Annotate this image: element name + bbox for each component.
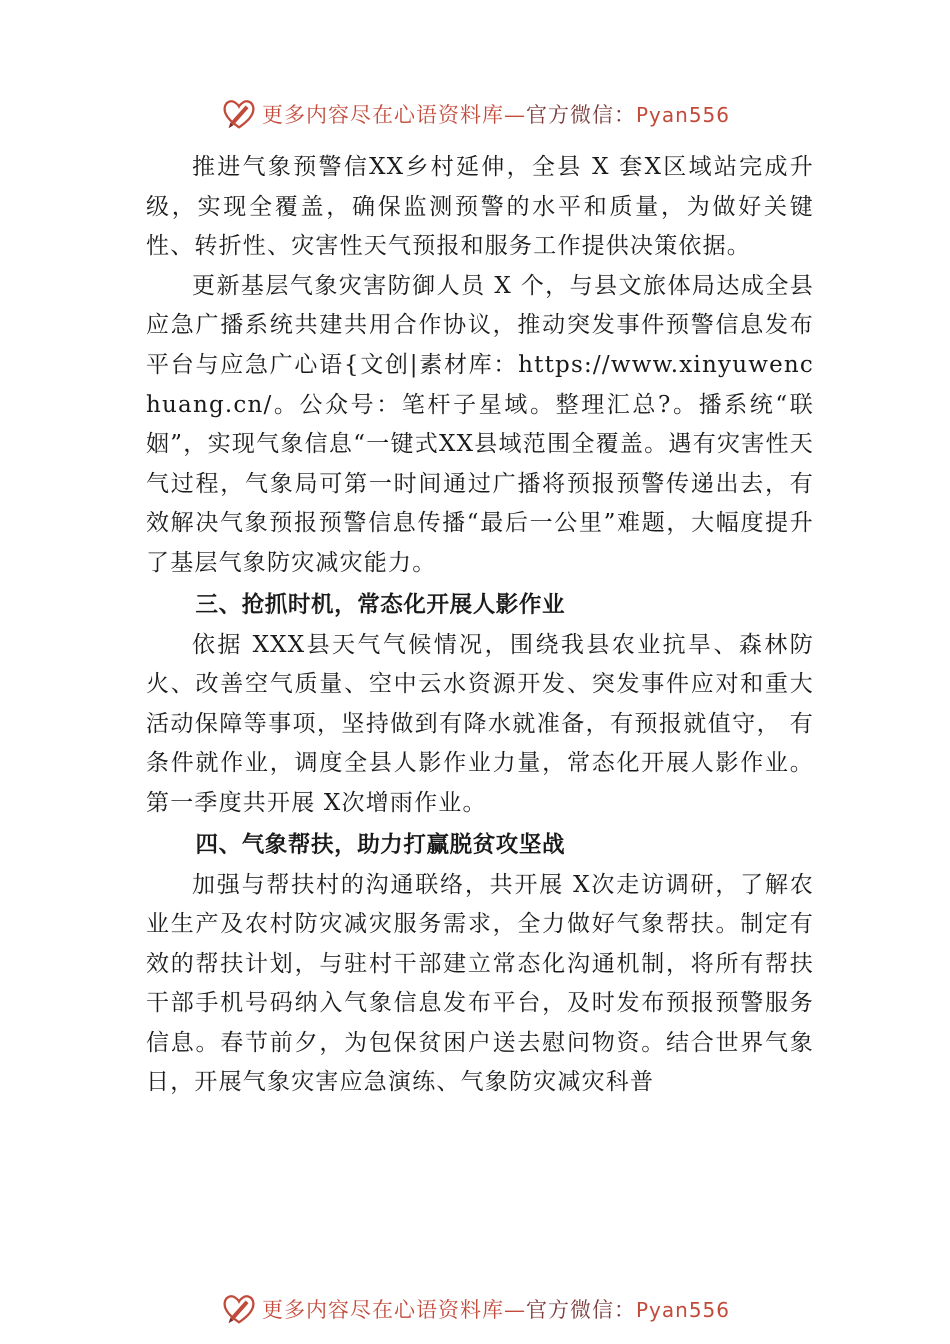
footer-watermark-banner [0,1287,950,1331]
section-heading: 三、抢抓时机，常态化开展人影作业 [195,591,566,618]
pen-heart-logo-icon [220,1290,258,1328]
watermark-text: 更多内容尽在心语资料库—官方微信：Pyan556 [261,103,730,127]
paragraph: 加强与帮扶村的沟通联络，共开展 X次走访调研，了解农业生产及农村防灾减灾服务需求，全力做好气象帮扶。制定有效的帮扶计划，与驻村干部建立常态化沟通机制，将所有帮扶干部手机号码纳入气象信息发布平台，及时发布预报预警服务信息。春节前夕，为包保贫困户送去慰问物资。结合世界气象日，开展气象灾害应急演练、气象防灾减灾科普 [146,871,814,1096]
pen-heart-logo-icon [220,95,258,133]
paragraph: 推进气象预警信XX乡村延伸，全县 X 套X区域站完成升级，实现全覆盖，确保监测预警的水平和质量，为做好关键性、转折性、灾害性天气预报和服务工作提供决策依据。 [146,154,814,260]
watermark-text: 更多内容尽在心语资料库—官方微信：Pyan556 [261,1298,730,1322]
section-heading: 四、气象帮扶，助力打赢脱贫攻坚战 [195,831,566,858]
paragraph: 依据 XXX县天气气候情况，围绕我县农业抗旱、森林防火、改善空气质量、空中云水资源开发、突发事件应对和重大活动保障等事项，坚持做到有降水就准备，有预报就值守， 有条件就作业，调度全县人影作业力量，常态化开展人影作业。第一季度共开展 X次增雨作业。 [146,631,814,816]
paragraph: 更新基层气象灾害防御人员 X 个，与县文旅体局达成全县应急广播系统共建共用合作协议，推动突发事件预警信息发布平台与应急广心语{文创|素材库：https://www.xinyuwenchuang.cn/。公众号：笔杆子星域。整理汇总?。播系统“联姻”，实现气象信息“一键式XX县域范围全覆盖。遇有灾害性天气过程，气象局可第一时间通过广播将预报预警传递出去，有效解决气象预报预警信息传播“最后一公里”难题，大幅度提升了基层气象防灾减灾能力。 [146,272,814,576]
document-body [146,148,814,1103]
header-watermark-banner [0,92,950,136]
